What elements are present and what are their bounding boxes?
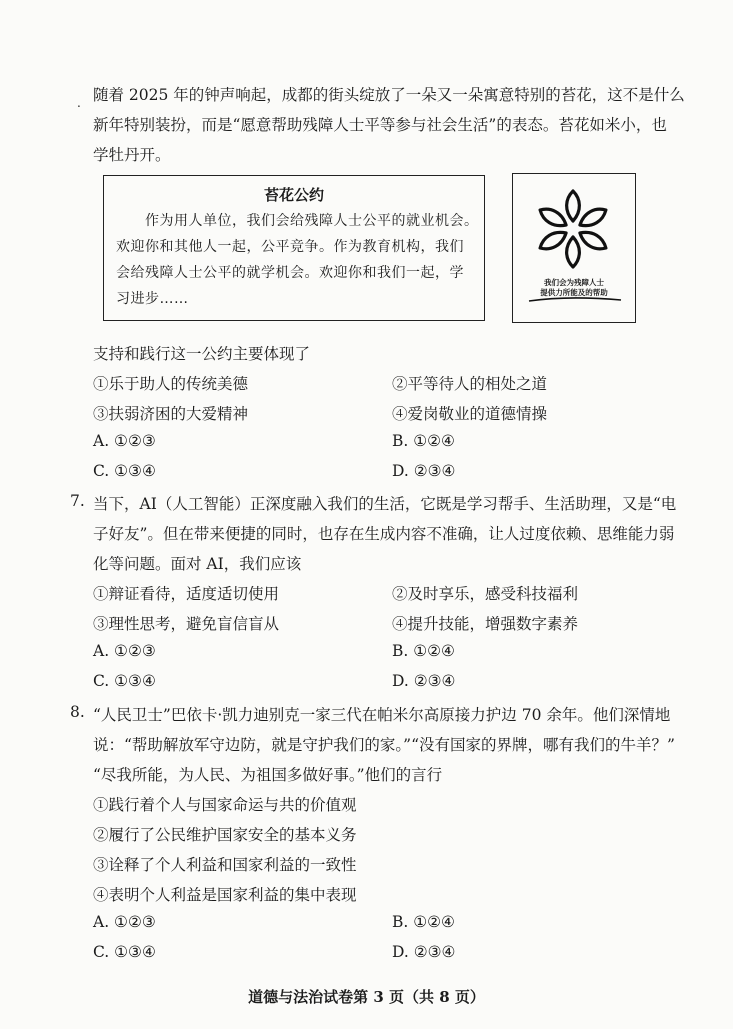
q6-item-3: ③扶弱济困的大爱精神 [93, 405, 249, 423]
q6-choice-b: B. ①②④ [392, 432, 455, 450]
q8-stem-line-1: “人民卫士”巴依卡·凯力迪别克一家三代在帕米尔高原接力护边 70 余年。他们深情地 [93, 706, 671, 724]
q7-choice-b: B. ①②④ [392, 642, 455, 660]
swoosh-underline-icon [527, 296, 623, 304]
q8-item-1: ①践行着个人与国家命运与共的价值观 [93, 796, 357, 814]
q6-stem-line-3: 学牡丹开。 [93, 146, 171, 164]
q7-stem-line-2: 子好友”。但在带来便捷的同时，也存在生成内容不准确，让人过度依赖、思维能力弱 [93, 525, 675, 543]
q8-stem-line-2: 说：“帮助解放军守边防，就是守护我们的家。”“没有国家的界牌，哪有我们的牛羊？” [93, 736, 675, 754]
q8-stem-line-3: “尽我所能，为人民、为祖国多做好事。”他们的言行 [93, 766, 443, 784]
convention-line-1: 作为用人单位，我们会给残障人士公平的就业机会。 [116, 213, 479, 229]
q6-question: 支持和践行这一公约主要体现了 [93, 345, 311, 363]
convention-text [116, 208, 479, 312]
q7-choice-c: C. ①③④ [93, 672, 156, 690]
q6-item-2: ②平等待人的相处之道 [392, 375, 548, 393]
q8-choice-c: C. ①③④ [93, 943, 156, 961]
q7-item-1: ①辩证看待，适度适切使用 [93, 585, 280, 603]
page-footer: 道德与法治试卷第 3 页（共 8 页） [248, 988, 485, 1006]
q7-stem-line-3: 化等问题。面对 AI，我们应该 [93, 555, 302, 573]
question-8-number: 8. [70, 703, 85, 721]
question-6-marker: . [77, 96, 81, 110]
convention-line-2: 欢迎你和其他人一起，公平竞争。作为教育机构，我们 [116, 239, 464, 255]
q8-choice-a: A. ①②③ [93, 913, 156, 931]
convention-line-3: 会给残障人士公平的就学机会。欢迎你和我们一起，学 [116, 265, 464, 281]
q8-choice-d: D. ②③④ [392, 943, 456, 961]
q7-item-2: ②及时享乐，感受科技福利 [392, 585, 579, 603]
logo-caption-line-1: 我们会为残障人士 [544, 278, 604, 287]
q8-choice-b: B. ①②④ [392, 913, 455, 931]
q7-item-3: ③理性思考，避免盲信盲从 [93, 615, 280, 633]
convention-box [103, 175, 485, 321]
q6-stem-line-1: 随着 2025 年的钟声响起，成都的街头绽放了一朵又一朵寓意特别的苔花，这不是什么 [93, 86, 685, 104]
moss-flower-logo-box [512, 173, 636, 323]
convention-title: 苔花公约 [263, 186, 324, 204]
q7-choice-a: A. ①②③ [93, 642, 156, 660]
q6-stem-line-2: 新年特别装扮，而是“愿意帮助残障人士平等参与社会生活”的表态。苔花如米小，也 [93, 116, 667, 134]
q7-stem-line-1: 当下，AI（人工智能）正深度融入我们的生活，它既是学习帮手、生活助理，又是“电 [93, 495, 677, 513]
question-7-number: 7. [70, 492, 85, 510]
logo-caption-line-2: 提供力所能及的帮助 [540, 288, 608, 297]
q8-item-4: ④表明个人利益是国家利益的集中表现 [93, 886, 357, 904]
q6-choice-d: D. ②③④ [392, 462, 456, 480]
q6-item-1: ①乐于助人的传统美德 [93, 375, 249, 393]
q6-choice-c: C. ①③④ [93, 462, 156, 480]
q6-choice-a: A. ①②③ [93, 432, 156, 450]
q8-item-3: ③诠释了个人利益和国家利益的一致性 [93, 856, 357, 874]
moss-flower-icon [513, 174, 637, 284]
convention-line-4: 习进步…… [116, 291, 189, 307]
q7-choice-d: D. ②③④ [392, 672, 456, 690]
q7-item-4: ④提升技能，增强数字素养 [392, 615, 579, 633]
q8-item-2: ②履行了公民维护国家安全的基本义务 [93, 826, 357, 844]
q6-item-4: ④爱岗敬业的道德情操 [392, 405, 548, 423]
logo-caption [513, 278, 635, 298]
